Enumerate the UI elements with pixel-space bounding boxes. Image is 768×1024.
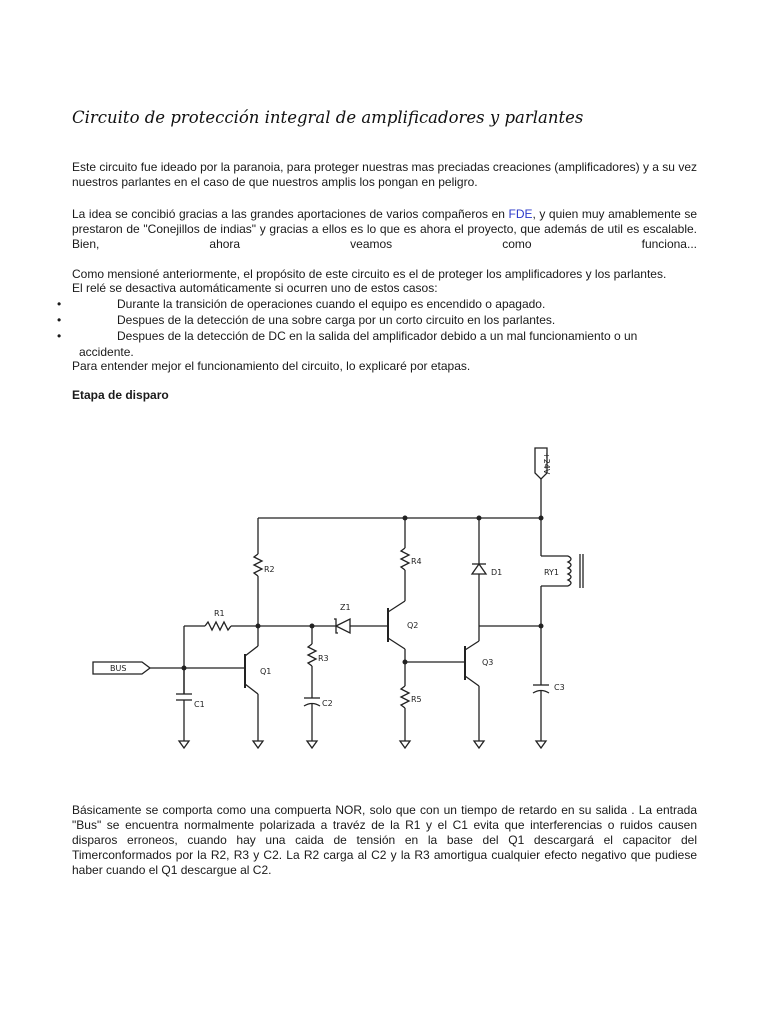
fde-link[interactable]: FDE <box>508 207 533 221</box>
idea-paragraph <box>72 207 697 252</box>
bullet-marker: • <box>57 313 62 327</box>
list-item-continuation: accidente. <box>79 345 134 359</box>
ground-symbols <box>179 741 546 748</box>
c3-label: C3 <box>554 683 565 692</box>
q1-label: Q1 <box>260 667 272 676</box>
q3-label: Q3 <box>482 658 494 667</box>
list-item <box>0 328 700 360</box>
list-item-text: Durante la transición de operaciones cuando el equipo es encendido o apagado. <box>117 297 546 311</box>
z1-label: Z1 <box>340 603 351 612</box>
r4-resistor <box>401 548 409 570</box>
r3-resistor <box>308 644 316 666</box>
r5-resistor <box>401 686 409 708</box>
purpose-line-2: El relé se desactiva automáticamente si ocurren uno de estos casos: <box>72 281 438 295</box>
d1-diode <box>472 564 486 574</box>
idea-text-before: La idea se concibió gracias a las grandes aportaciones de varios compañeros en <box>72 207 509 221</box>
r2-label: R2 <box>264 565 275 574</box>
r4-label: R4 <box>411 557 422 566</box>
q2-label: Q2 <box>407 621 419 630</box>
r1-label: R1 <box>214 609 225 618</box>
list-item <box>0 312 700 328</box>
cases-list <box>0 296 700 360</box>
document-title: Circuito de protección integral de amplificadores y parlantes <box>72 108 584 127</box>
r2-resistor <box>254 554 262 576</box>
explain-intro: Para entender mejor el funcionamiento del circuito, lo explicaré por etapas. <box>72 359 471 373</box>
c1-label: C1 <box>194 700 205 709</box>
r1-resistor <box>205 622 231 630</box>
r5-label: R5 <box>411 695 422 704</box>
explanation-paragraph: Básicamente se comporta como una compuerta NOR, solo que con un tiempo de retardo en su salida . La entrada "Bus" se encuentra normalmente polarizada a travéz de la R1 y el C1 evita que interferencias o ruidos causen disparos erroneos, cuando hay una caida de tensión en la base del Q1 descargará el capacitor del Timerconformados por la R2, R3 y C2. La R2 carga al C2 y la R3 amortigua cualquier efecto negativo que pudiese haber cuando el Q1 descargue al C2. <box>72 803 697 877</box>
intro-paragraph: Este circuito fue ideado por la paranoia, para proteger nuestras mas preciadas creaciones (amplificadores) y a su vez nuestros parlantes en el caso de que nuestros amplis los pongan en peligro. <box>72 160 697 189</box>
purpose-line-1: Como mensioné anteriormente, el propósito de este circuito es el de proteger los amplificadores y los parlantes. <box>72 267 667 281</box>
list-item-text: Despues de la detección de DC en la salida del amplificador debido a un mal funcionamiento o un <box>117 329 638 343</box>
d1-label: D1 <box>491 568 503 577</box>
supply-label: +24V <box>542 452 551 475</box>
idea-text-after: , y quien muy amablemente se prestaron de "Conejillos de indias" y gracias a ellos es lo que es ahora el proyecto, que además de util es escalable. Bien, ahora veamos como funciona... <box>72 207 698 251</box>
trigger-stage-schematic <box>80 436 620 766</box>
ry1-label: RY1 <box>544 568 560 577</box>
bullet-marker: • <box>57 329 62 343</box>
c2-label: C2 <box>322 699 333 708</box>
section-heading: Etapa de disparo <box>72 388 169 402</box>
list-item-text: Despues de la detección de una sobre carga por un corto circuito en los parlantes. <box>117 313 556 327</box>
bullet-marker: • <box>57 297 62 311</box>
z1-zener <box>336 619 350 633</box>
bus-label: BUS <box>110 664 127 673</box>
list-item <box>0 296 700 312</box>
r3-label: R3 <box>318 654 329 663</box>
